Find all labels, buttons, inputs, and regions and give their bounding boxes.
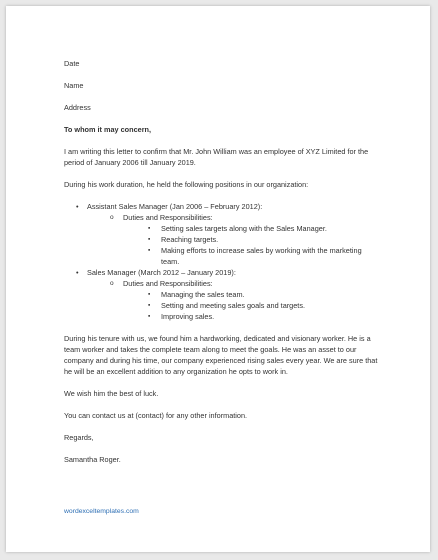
letter-page: [6, 6, 430, 552]
signature-line: Samantha Roger.: [64, 455, 121, 464]
intro-paragraph: I am writing this letter to confirm that Mr. John William was an employee of XYZ Limited for the period of January 2006 till January 2019.: [64, 147, 369, 167]
positions-list: [64, 201, 378, 322]
duty-item: ▪ Managing the sales team.: [123, 289, 378, 300]
tenure-paragraph: During his tenure with us, we found him a hardworking, dedicated and visionary worker. He is a team worker and takes the complete team along to meet the goals. He was an asset to our company and during his time, our company experienced rising sales every year. We are sure that he will be an excellent addition to any organization he opts to work in.: [64, 334, 378, 376]
duties-list: [123, 223, 378, 267]
positions-list-wrap: [64, 201, 378, 322]
closing-line: Regards,: [64, 433, 94, 442]
duties-label-item: [87, 212, 378, 267]
duty-item: ▪ Making efforts to increase sales by working with the marketing team.: [123, 245, 378, 267]
duties-label-item: [87, 278, 378, 322]
salutation: To whom it may concern,: [64, 125, 152, 134]
footer-website-link[interactable]: wordexceltemplates.com: [64, 508, 139, 515]
duties-group: [87, 278, 378, 322]
date-line: Date: [64, 59, 80, 68]
position-item: [64, 201, 378, 267]
duties-label: Duties and Responsibilities:: [123, 279, 213, 288]
duty-item: ▪ Improving sales.: [123, 311, 378, 322]
address-line: Address: [64, 103, 91, 112]
duties-group: [87, 212, 378, 267]
position-title: Assistant Sales Manager (Jan 2006 – February 2012):: [87, 202, 263, 211]
duties-label: Duties and Responsibilities:: [123, 213, 213, 222]
wishes-line: We wish him the best of luck.: [64, 389, 159, 398]
duty-item: ▪ Setting and meeting sales goals and targets.: [123, 300, 378, 311]
position-item: [64, 267, 378, 322]
duties-list: [123, 289, 378, 322]
positions-intro: During his work duration, he held the following positions in our organization:: [64, 180, 309, 189]
contact-line: You can contact us at (contact) for any other information.: [64, 411, 248, 420]
duty-item: ▪ Reaching targets.: [123, 234, 378, 245]
name-line: Name: [64, 81, 84, 90]
position-title: Sales Manager (March 2012 – January 2019):: [87, 268, 236, 277]
duty-item: ▪ Setting sales targets along with the Sales Manager.: [123, 223, 378, 234]
